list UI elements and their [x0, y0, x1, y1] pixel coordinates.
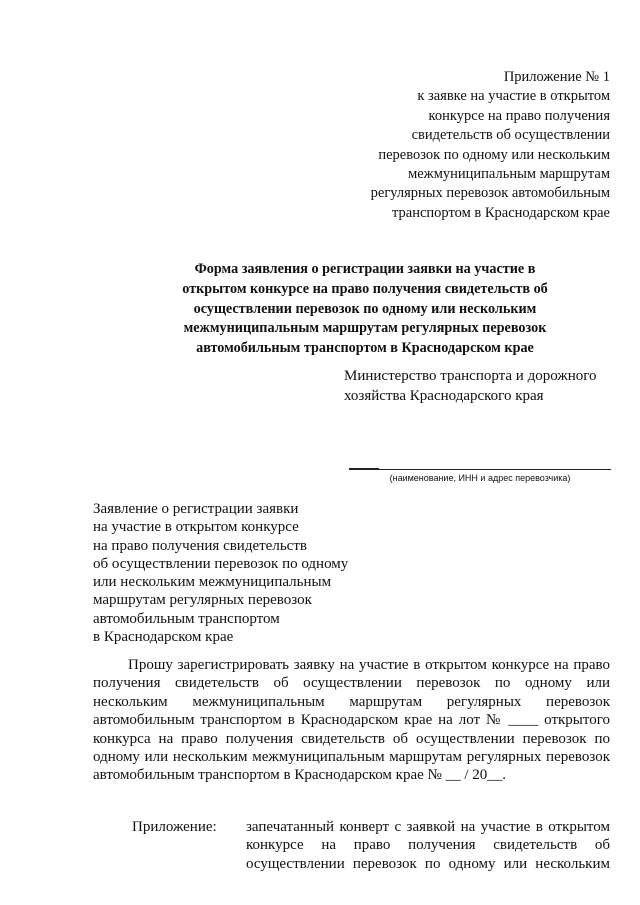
appendix-line: регулярных перевозок автомобильным [370, 185, 610, 202]
attachment-label: Приложение: [132, 819, 217, 835]
request-line: автомобильным транспортом в Краснодарском крае на лот № ____ открытого [93, 712, 610, 729]
request-line: получения свидетельств об осуществлении перевозок по одному или [93, 675, 610, 692]
appendix-header [310, 68, 610, 223]
addressee-block [344, 367, 624, 406]
appendix-line: межмуниципальным маршрутам [408, 166, 610, 183]
form-title-line: осуществлении перевозок по одному или нескольким [193, 300, 537, 317]
request-line: конкурса на право получения свидетельств об осуществлении перевозок по [93, 730, 610, 747]
statement-line: или нескольким межмуниципальным [93, 574, 332, 591]
appendix-line: Приложение № 1 [503, 69, 610, 85]
statement-line: на участие в открытом конкурсе [93, 519, 299, 536]
form-title-line: автомобильным транспортом в Краснодарском крае [196, 340, 534, 357]
carrier-signature-line [349, 469, 611, 470]
form-title-line: открытом конкурсе на право получения свидетельств об [182, 280, 548, 297]
appendix-line: перевозок по одному или нескольким [378, 146, 610, 163]
request-line: нескольким межмуниципальным маршрутам регулярных перевозок [93, 693, 610, 710]
attachment-line: запечатанный конверт с заявкой на участие в открытом [246, 819, 610, 835]
request-line: автомобильным транспортом в Краснодарском крае № __ / 20__. [93, 767, 506, 784]
carrier-line-mark [349, 468, 379, 470]
request-line: Прошу зарегистрировать заявку на участие в открытом конкурсе на право [128, 657, 610, 673]
carrier-caption: (наименование, ИНН и адрес перевозчика) [389, 473, 571, 483]
statement-line: в Краснодарском крае [93, 629, 234, 646]
addressee-line: хозяйства Краснодарского края [344, 387, 544, 404]
addressee-line: Министерство транспорта и дорожного [344, 368, 597, 384]
statement-heading [93, 500, 393, 646]
form-title-line: межмуниципальным маршрутам регулярных перевозок [183, 320, 547, 337]
appendix-line: транспортом в Краснодарском крае [392, 204, 610, 221]
request-line: одному или нескольким межмуниципальным маршрутам регулярных перевозок [93, 748, 610, 765]
form-title-line: Форма заявления о регистрации заявки на участие в [194, 261, 536, 277]
statement-line: об осуществлении перевозок по одному [93, 555, 349, 572]
attachment-text [246, 818, 610, 873]
request-paragraph [93, 656, 610, 785]
form-title [155, 260, 575, 359]
statement-line: на право получения свидетельств [93, 537, 307, 554]
attachment-line: конкурсе на право получения свидетельств об [246, 837, 610, 854]
appendix-line: к заявке на участие в открытом [417, 88, 610, 105]
appendix-line: конкурсе на право получения [428, 107, 610, 124]
attachment-line: осуществлении перевозок по одному или нескольким [246, 855, 610, 872]
statement-line: автомобильным транспортом [93, 610, 280, 627]
statement-line: маршрутам регулярных перевозок [93, 592, 312, 609]
appendix-line: свидетельств об осуществлении [411, 127, 610, 144]
statement-line: Заявление о регистрации заявки [93, 501, 299, 517]
